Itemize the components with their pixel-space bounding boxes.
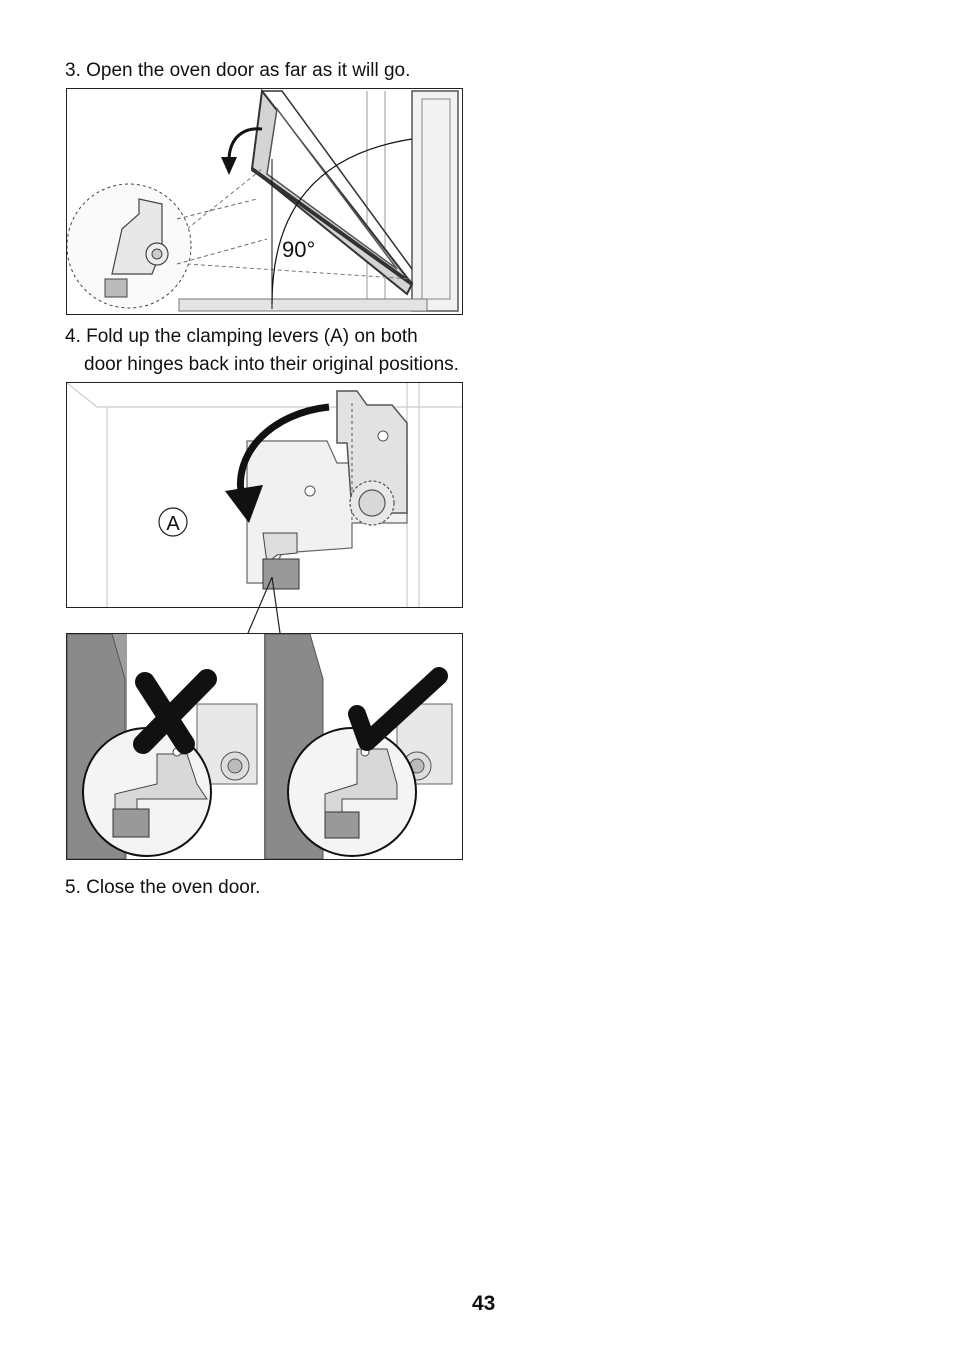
step-3-text: 3. Open the oven door as far as it will go. bbox=[65, 60, 411, 81]
door-open-illustration bbox=[67, 89, 462, 314]
clamping-lever-illustration bbox=[67, 383, 462, 607]
figure-clamping-lever bbox=[66, 382, 463, 608]
step-5-text: 5. Close the oven door. bbox=[65, 877, 261, 898]
page-number: 43 bbox=[472, 1292, 496, 1315]
angle-label: 90° bbox=[282, 237, 316, 262]
wrong-right-illustration bbox=[67, 634, 462, 859]
figure-wrong-right bbox=[66, 633, 463, 860]
step-4-text bbox=[65, 323, 459, 379]
lever-label: A bbox=[166, 513, 180, 535]
step-4-line-2: door hinges back into their original positions. bbox=[84, 354, 459, 375]
figure-door-open bbox=[66, 88, 463, 315]
step-4-line-1: 4. Fold up the clamping levers (A) on both bbox=[65, 326, 418, 347]
zoom-connector bbox=[240, 577, 290, 635]
